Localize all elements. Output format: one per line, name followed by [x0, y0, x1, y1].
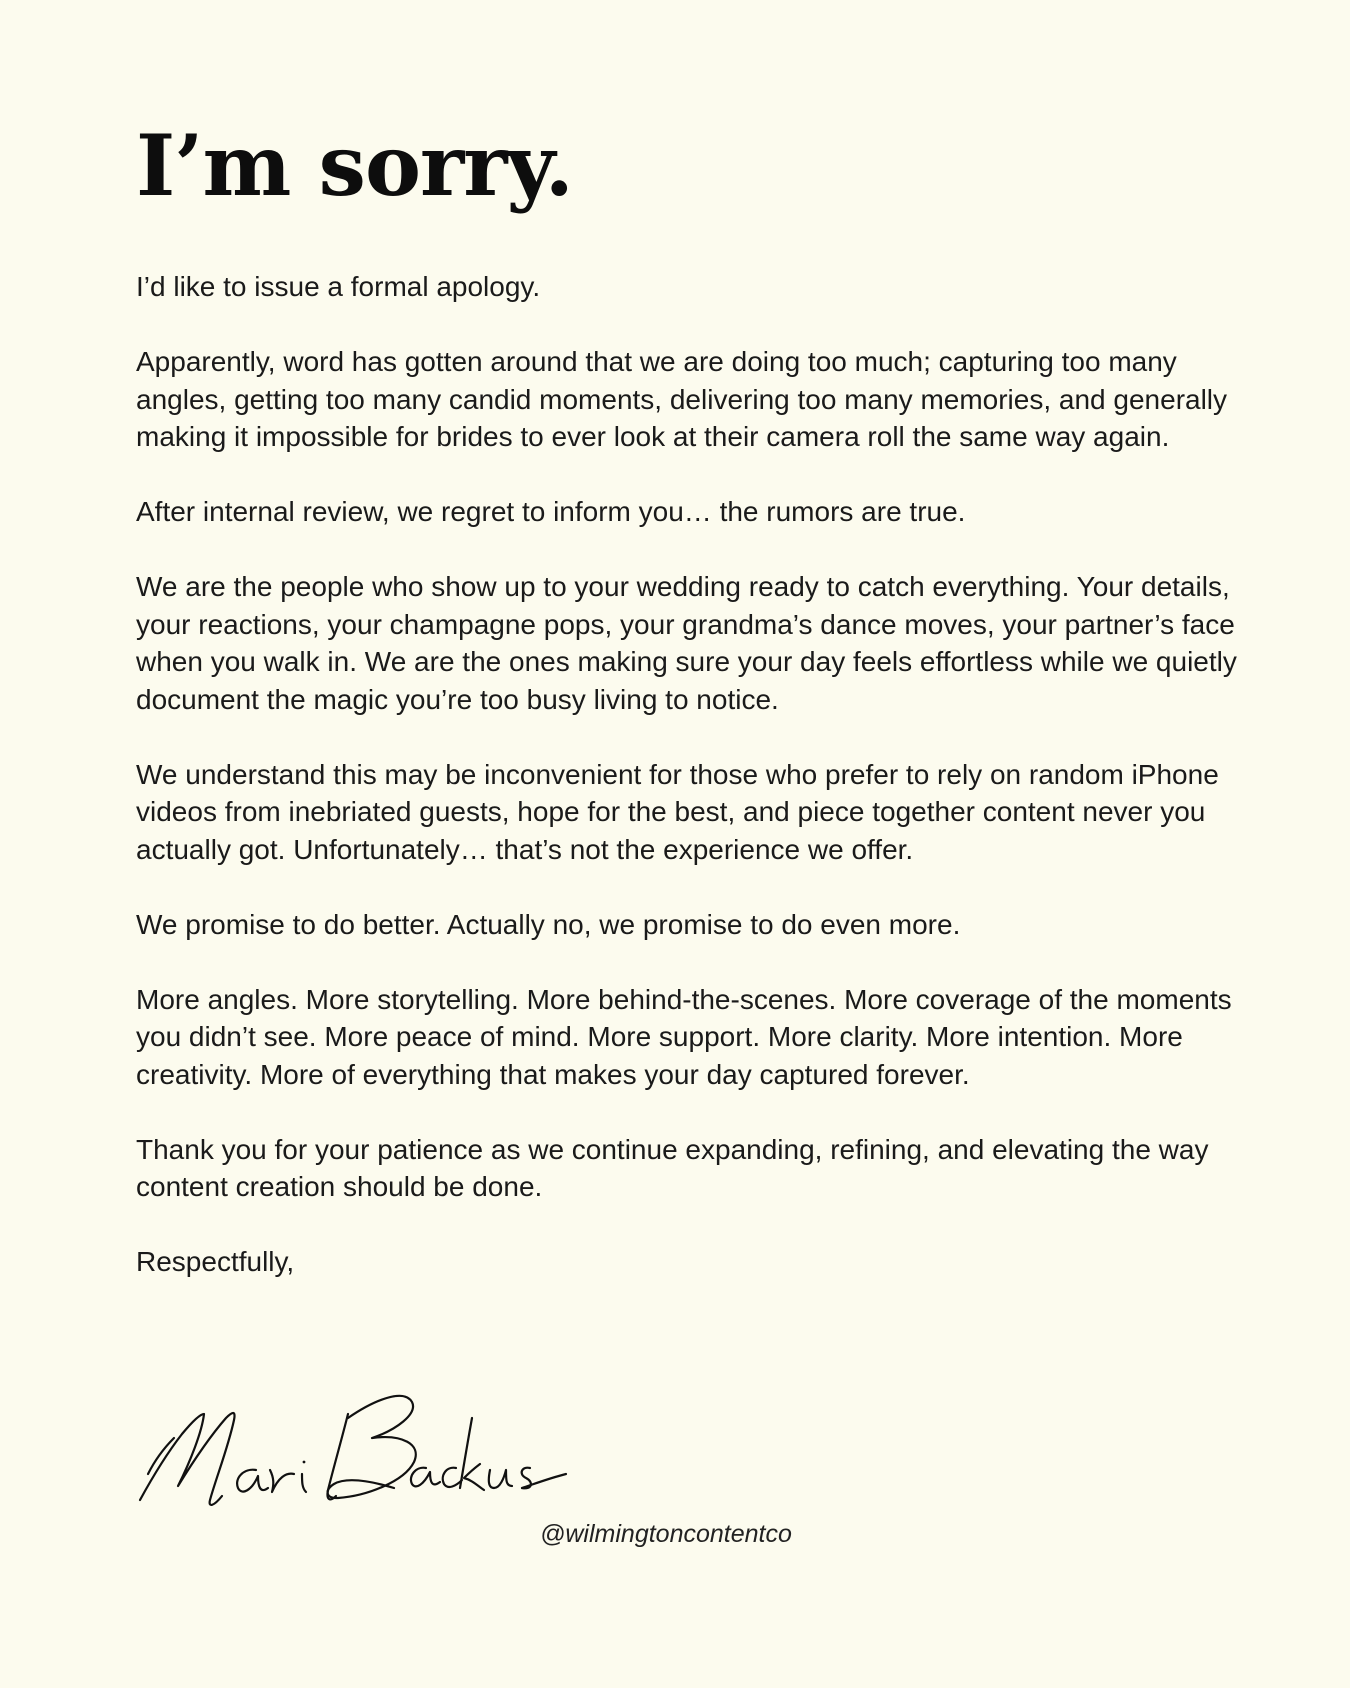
letter-title: I’m sorry.	[136, 116, 573, 215]
letter-page	[136, 0, 1246, 1688]
paragraph-promise: We promise to do better. Actually no, we promise to do even more.	[136, 908, 961, 940]
handwritten-signature	[134, 1378, 584, 1518]
paragraph-who-we-are: We are the people who show up to your wedding ready to catch everything. Your details, your reactions, your champagne pops, your grandma’s dance moves, your partner’s face when you walk in. We are the ones making sure your day feels effortless while we quietly document the magic you’re too busy living to notice.	[136, 571, 1237, 715]
paragraph-thank-you: Thank you for your patience as we continue expanding, refining, and elevating the way content creation should be done.	[136, 1133, 1209, 1202]
paragraph-rumor: Apparently, word has gotten around that we are doing too much; capturing too many angles, getting too many candid moments, delivering too many memories, and generally making it impossible for brides to ever look at their camera roll the same way again.	[136, 346, 1228, 452]
paragraph-intro: I’d like to issue a formal apology.	[136, 271, 541, 302]
closing-line: Respectfully,	[136, 1246, 295, 1277]
paragraph-review: After internal review, we regret to inform you… the rumors are true.	[136, 496, 966, 527]
paragraph-more: More angles. More storytelling. More behind-the-scenes. More coverage of the moments you didn’t see. More peace of mind. More support. More clarity. More intention. More creativity. More of everything that makes your day captured forever.	[136, 983, 1232, 1090]
paragraph-inconvenience: We understand this may be inconvenient for those who prefer to rely on random iPhone videos from inebriated guests, hope for the best, and piece together content never you actually got. Unfortunately… that’s not the experience we offer.	[136, 758, 1219, 865]
letter-body	[136, 268, 1246, 1318]
social-handle: @wilmingtoncontentco	[540, 1520, 792, 1548]
